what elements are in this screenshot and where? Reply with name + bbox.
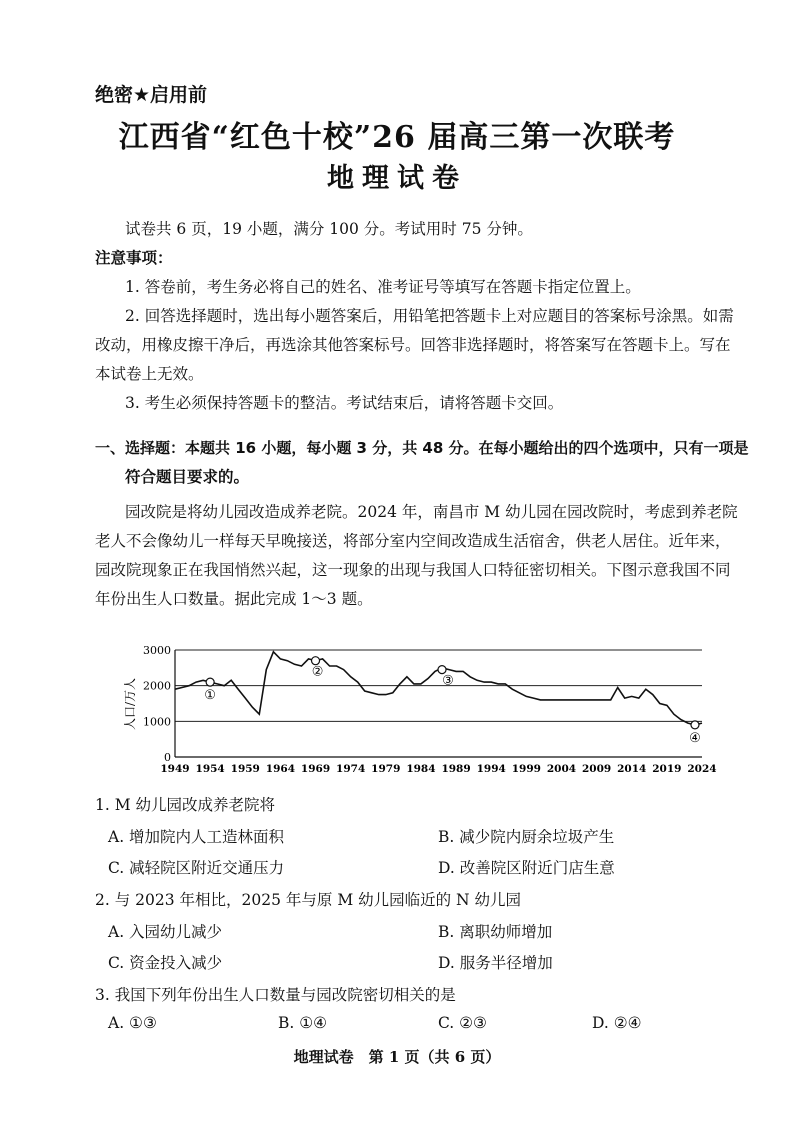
marker-label-1: ① [204, 688, 216, 704]
y-tick-labels [143, 644, 171, 764]
y-tick-label-1: 1000 [143, 715, 171, 729]
subject-title: 地理试卷 [327, 163, 467, 194]
exam-summary: 试卷共 6 页，19 小题，满分 100 分。考试用时 75 分钟。 [125, 220, 533, 238]
y-tick-label-0: 0 [164, 751, 171, 764]
marker-point-2 [312, 657, 320, 665]
x-tick-label-13: 2014 [617, 763, 647, 775]
x-tick-label-4: 1969 [300, 763, 331, 775]
marker-label-3: ③ [442, 673, 454, 689]
question-2-option-d: D. 服务半径增加 [438, 954, 553, 972]
question-2-stem: 2. 与 2023 年相比，2025 年与原 M 幼儿园临近的 N 幼儿园 [95, 891, 522, 909]
question-3-option-c: C. ②③ [438, 1014, 487, 1032]
section-heading-line2: 符合题目要求的。 [125, 468, 250, 486]
page-footer: 地理试卷 第 1 页（共 6 页） [293, 1048, 501, 1066]
x-tick-label-5: 1974 [336, 763, 366, 775]
secret-mark: 绝密★启用前 [95, 84, 208, 106]
question-1-stem: 1. M 幼儿园改成养老院将 [95, 796, 276, 814]
marker-point-4 [691, 721, 699, 729]
y-tick-label-2: 2000 [143, 679, 171, 693]
x-tick-label-9: 1994 [476, 763, 506, 775]
question-2-option-a: A. 入园幼儿减少 [108, 923, 223, 941]
chart-grid [175, 650, 702, 721]
exam-title: 江西省“红色十校”26 届高三第一次联考 [118, 120, 676, 155]
x-tick-label-11: 2004 [546, 763, 577, 775]
notice-item-2: 2. 回答选择题时，选出每小题答案后，用铅笔把答题卡上对应题目的答案标号涂黑。如需改动，用橡皮擦干净后，再选涂其他答案标号。回答非选择题时，将答案写在答题卡上。写在本试卷上无效。 [95, 307, 734, 383]
question-3-option-d: D. ②④ [592, 1014, 642, 1032]
x-tick-label-10: 1999 [511, 763, 541, 775]
chart-axes [175, 650, 702, 757]
question-3-option-b: B. ①④ [278, 1014, 328, 1032]
section-heading-line1: 一、选择题：本题共 16 小题，每小题 3 分，共 48 分。在每小题给出的四个选项中，只有一项是 [95, 439, 749, 457]
x-tick-label-15: 2024 [687, 763, 717, 775]
marker-label-4: ④ [689, 730, 701, 746]
x-tick-label-7: 1984 [406, 763, 436, 775]
section-heading [95, 434, 749, 492]
x-tick-labels [160, 763, 716, 775]
question-1-option-b: B. 减少院内厨余垃圾产生 [438, 828, 615, 846]
x-tick-label-0: 1949 [160, 763, 190, 775]
question-1-option-a: A. 增加院内人工造林面积 [108, 828, 285, 846]
x-tick-label-14: 2019 [652, 763, 682, 775]
x-tick-label-6: 1979 [371, 763, 401, 775]
question-1-option-c: C. 减轻院区附近交通压力 [108, 859, 285, 877]
question-1-option-d: D. 改善院区附近门店生意 [438, 859, 615, 877]
question-3-option-a: A. ①③ [108, 1014, 157, 1032]
marker-point-3 [438, 666, 446, 674]
y-axis-label: 人口/万人 [123, 677, 137, 731]
x-tick-label-2: 1959 [230, 763, 260, 775]
x-tick-label-8: 1989 [441, 763, 471, 775]
notice-item-1: 1. 答卷前，考生务必将自己的姓名、准考证号等填写在答题卡指定位置上。 [125, 278, 641, 296]
notice-item-3: 3. 考生必须保持答题卡的整洁。考试结束后，请将答题卡交回。 [125, 394, 564, 412]
x-tick-label-12: 2009 [581, 763, 612, 775]
question-3-stem: 3. 我国下列年份出生人口数量与园改院密切相关的是 [95, 986, 456, 1004]
intro-block [95, 215, 740, 418]
x-tick-label-3: 1964 [265, 763, 296, 775]
notice-heading: 注意事项： [95, 249, 173, 267]
question-2-option-c: C. 资金投入减少 [108, 954, 223, 972]
birth-population-chart [120, 640, 720, 780]
birth-series-line [175, 652, 702, 725]
passage: 园改院是将幼儿园改造成养老院。2024 年，南昌市 M 幼儿园在园改院时，考虑到养老院老人不会像幼儿一样每天早晚接送，将部分室内空间改造成生活宿舍，供老人居住。近年来，园改院现象正在我国悄然兴起，这一现象的出现与我国人口特征密切相关。下图示意我国不同年份出生人口数量。据此完成 1～3 题。 [95, 503, 738, 608]
question-2-option-b: B. 离职幼师增加 [438, 923, 553, 941]
marker-point-1 [206, 678, 214, 686]
marker-label-2: ② [311, 664, 324, 680]
x-tick-label-1: 1954 [195, 763, 225, 775]
y-tick-label-3: 3000 [143, 644, 171, 657]
